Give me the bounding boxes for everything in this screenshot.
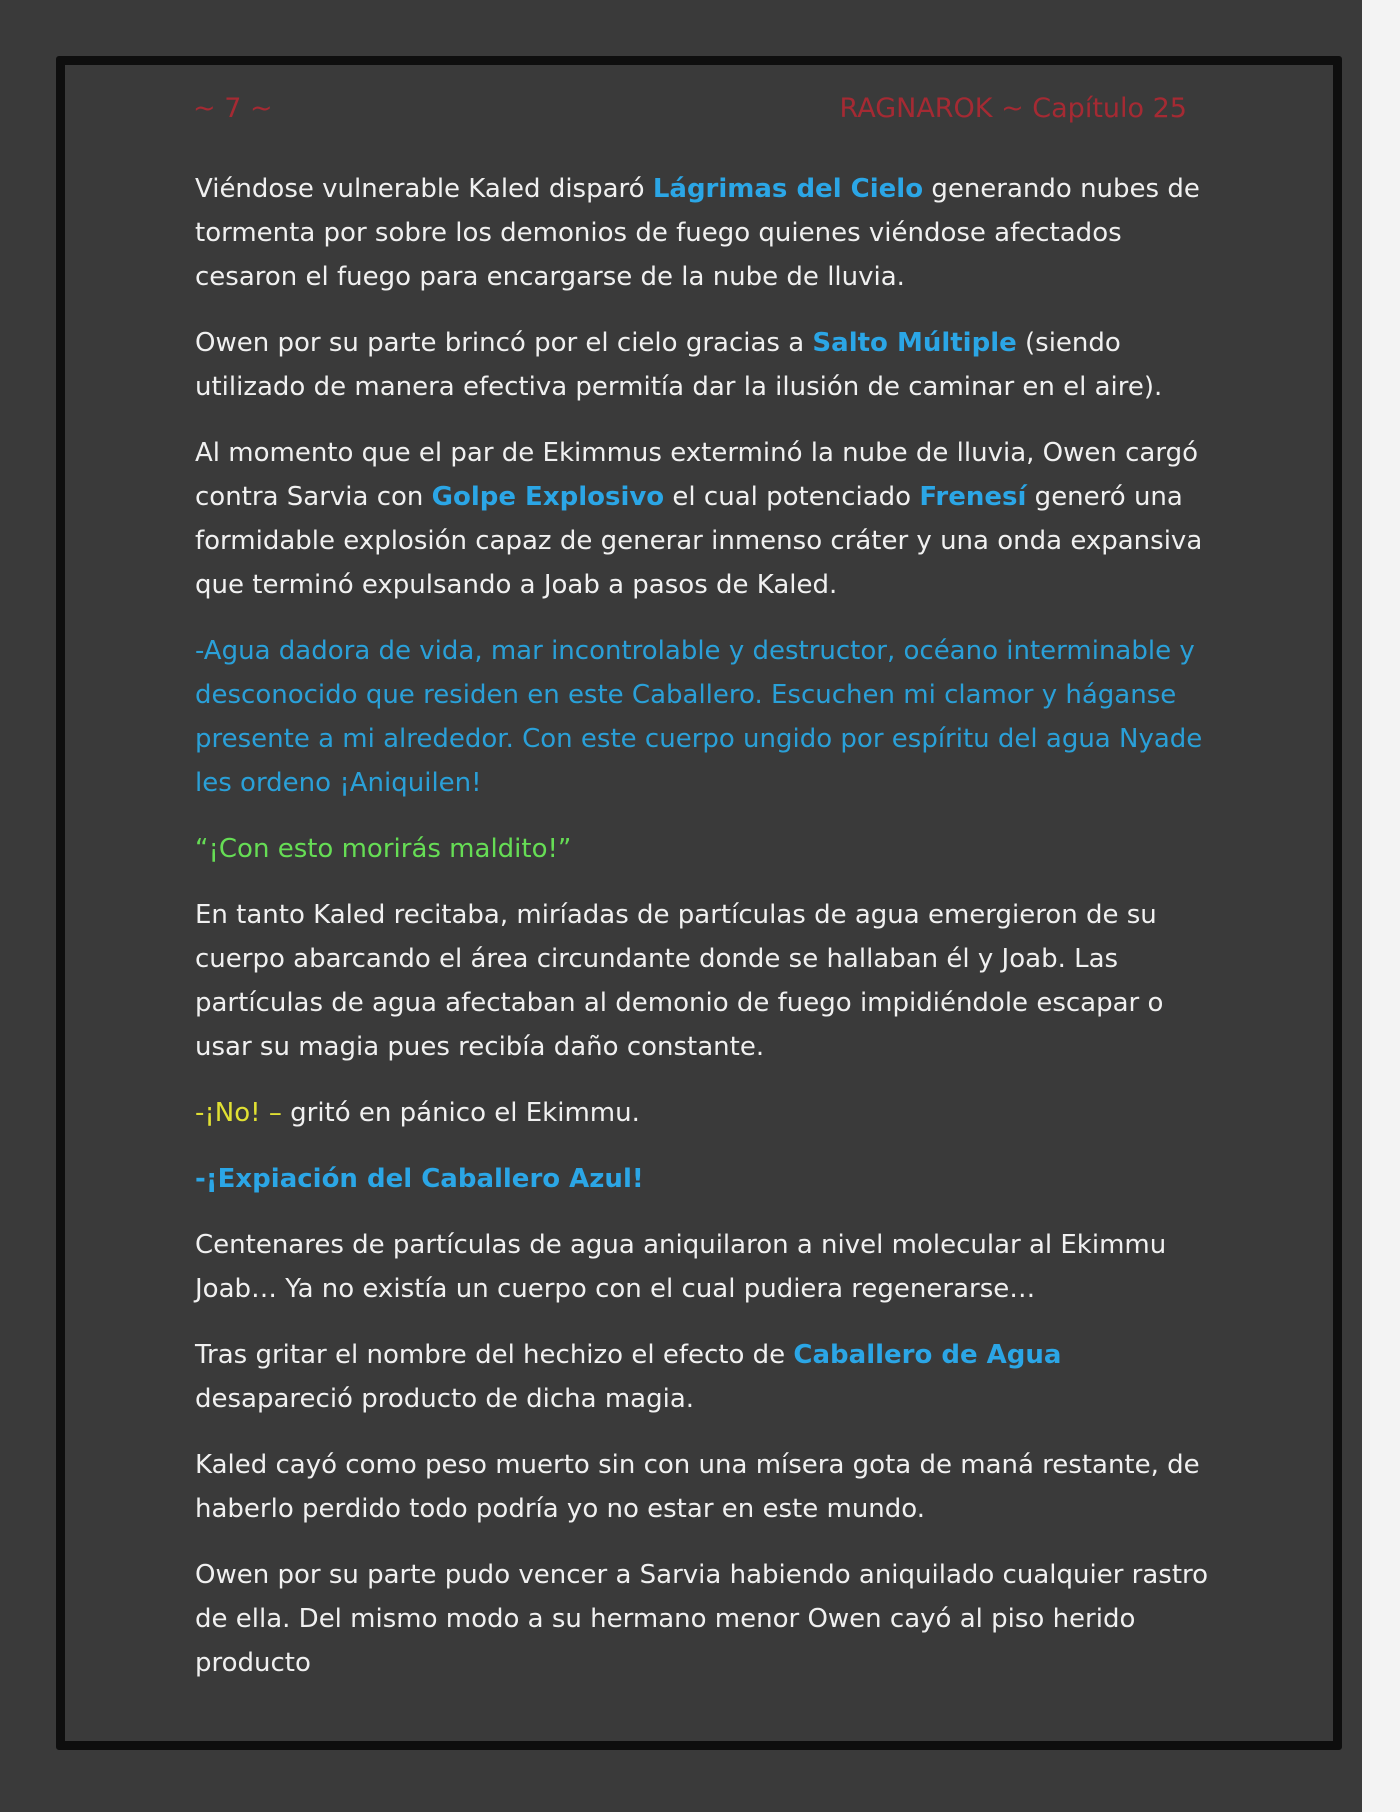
paragraph-text: Al momento que el par de Ekimmus exterminó la nube de lluvia, Owen cargó contra Sarvia con (195, 438, 1199, 512)
chant-paragraph: -Agua dadora de vida, mar incontrolable y destructor, océano interminable y desconocido que residen en este Caballero. Escuchen mi clamor y háganse presente a mi alrededor. Con este cuerpo ungido por espíritu del agua Nyade les ordeno ¡Aniquilen! (195, 636, 1203, 798)
spell-name: Caballero de Agua (793, 1340, 1062, 1370)
page-number: ~ 7 ~ (193, 93, 273, 124)
spell-name: Frenesí (919, 482, 1027, 512)
chapter-title: RAGNAROK ~ Capítulo 25 (839, 93, 1187, 124)
paragraph-1 (195, 167, 1215, 299)
paragraph-text: gritó en pánico el Ekimmu. (281, 1098, 640, 1128)
page-body (195, 167, 1215, 1707)
paragraph-text: generó una formidable explosión capaz de generar inmenso cráter y una onda expansiva que terminó expulsando a Joab a pasos de Kaled. (195, 482, 1203, 600)
paragraph-text: el cual potenciado (664, 482, 920, 512)
spell-shout: -¡Expiación del Caballero Azul! (195, 1164, 644, 1194)
spell-name: Lágrimas del Cielo (652, 174, 924, 204)
paragraph-7 (195, 1091, 1215, 1135)
dialogue-shout: -¡No! – (195, 1098, 282, 1128)
paragraph-text: Tras gritar el nombre del hechizo el efecto de (195, 1340, 794, 1370)
shout-paragraph: “¡Con esto morirás maldito!” (195, 834, 572, 864)
spell-name: Golpe Explosivo (431, 482, 665, 512)
paragraph-3 (195, 431, 1215, 607)
paragraph-text: generando nubes de tormenta por sobre los demonios de fuego quienes viéndose afectados cesaron el fuego para encargarse de la nube de lluvia. (195, 174, 1200, 292)
paragraph-2 (195, 321, 1215, 409)
paragraph-10 (195, 1333, 1215, 1421)
paragraph-9: Centenares de partículas de agua aniquilaron a nivel molecular al Ekimmu Joab… Ya no existía un cuerpo con el cual pudiera regenerarse… (195, 1230, 1167, 1304)
page-header (65, 93, 1333, 133)
paragraph-text: Owen por su parte brincó por el cielo gracias a (195, 328, 813, 358)
paragraph-text: (siendo utilizado de manera efectiva permitía dar la ilusión de caminar en el aire). (195, 328, 1163, 402)
paragraph-text: Viéndose vulnerable Kaled disparó (195, 174, 653, 204)
paragraph-11: Kaled cayó como peso muerto sin con una mísera gota de maná restante, de haberlo perdido todo podría yo no estar en este mundo. (195, 1450, 1200, 1524)
paragraph-6: En tanto Kaled recitaba, miríadas de partículas de agua emergieron de su cuerpo abarcando el área circundante donde se hallaban él y Joab. Las partículas de agua afectaban al demonio de fuego impidiéndole escapar o usar su magia pues recibía daño constante. (195, 900, 1164, 1062)
paragraph-text: desapareció producto de dicha magia. (195, 1384, 695, 1414)
page-margin-strip (1362, 0, 1400, 1812)
spell-name: Salto Múltiple (812, 328, 1017, 358)
paragraph-12: Owen por su parte pudo vencer a Sarvia habiendo aniquilado cualquier rastro de ella. Del mismo modo a su hermano menor Owen cayó al piso herido producto (195, 1560, 1209, 1678)
page-frame (56, 56, 1342, 1750)
